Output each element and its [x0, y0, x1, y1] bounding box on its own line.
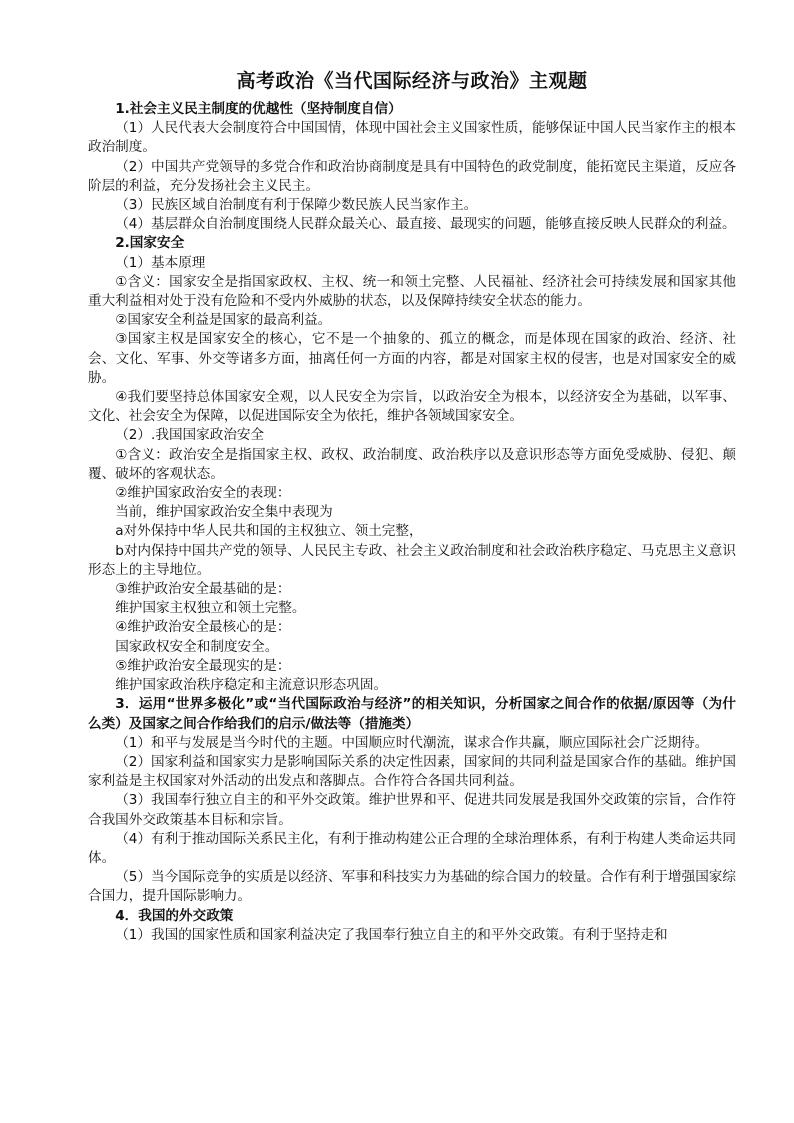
section-heading: 1.社会主义民主制度的优越性（坚持制度自信） [115, 101, 402, 117]
section-heading: 4．我国的外交政策 [115, 907, 234, 924]
paragraph: （4）有利于推动国际关系民主化，有利于推动构建公正合理的全球治理体系，有利于构建人类命运共同体。 [88, 830, 736, 866]
paragraph: （3）民族区域自治制度有利于保障少数民族人民当家作主。 [115, 197, 478, 214]
paragraph: （5）当今国际竞争的实质是以经济、军事和科技实力为基础的综合国力的较量。合作有利于增强国家综合国力，提升国际影响力。 [88, 869, 736, 905]
paragraph: 当前，维护国家政治安全集中表现为 [115, 504, 333, 521]
document-title: 高考政治《当代国际经济与政治》主观题 [236, 70, 588, 92]
paragraph: ③维护政治安全最基础的是： [115, 581, 291, 598]
paragraph: （2）.我国国家政治安全 [115, 427, 265, 444]
paragraph: ⑤维护政治安全最现实的是： [115, 657, 291, 674]
paragraph: ①含义：政治安全是指国家主权、政权、政治制度、政治秩序以及意识形态等方面免受威胁、侵犯、颠覆、破坏的客观状态。 [88, 446, 736, 482]
paragraph: （2）国家利益和国家实力是影响国际关系的决定性因素，国家间的共同利益是国家合作的基础。维护国家利益是主权国家对外活动的出发点和落脚点。合作符合各国共同利益。 [88, 753, 736, 790]
paragraph: ②国家安全利益是国家的最高利益。 [115, 312, 332, 329]
paragraph: （1）我国的国家性质和国家利益决定了我国奉行独立自主的和平外交政策。有利于坚持走和 [115, 926, 668, 943]
paragraph: ④维护政治安全最核心的是： [115, 619, 291, 636]
paragraph: （2）中国共产党领导的多党合作和政治协商制度是具有中国特色的政党制度，能拓宽民主渠道，反应各阶层的利益，充分发扬社会主义民主。 [88, 158, 736, 194]
paragraph: 维护国家主权独立和领土完整。 [115, 600, 306, 617]
paragraph: ③国家主权是国家安全的核心，它不是一个抽象的、孤立的概念，而是体现在国家的政治、经济、社会、文化、军事、外交等诸多方面，抽离任何一方面的内容，都是对国家主权的侵害，也是对国家安全的威胁。 [88, 331, 736, 386]
paragraph: （4）基层群众自治制度围绕人民群众最关心、最直接、最现实的问题，能够直接反映人民群众的利益。 [115, 216, 736, 233]
paragraph: b对内保持中国共产党的领导、人民民主专政、社会主义政治制度和社会政治秩序稳定、马克思主义意识形态上的主导地位。 [88, 542, 736, 578]
section-heading: 2.国家安全 [115, 235, 185, 252]
paragraph: 国家政权安全和制度安全。 [115, 638, 279, 655]
section-heading: 3．运用“世界多极化”或“当代国际政治与经济”的相关知识，分析国家之间合作的依据/原因等（为什么类）及国家之间合作给我们的启示/做法等（措施类） [88, 696, 736, 732]
paragraph: （1）和平与发展是当今时代的主题。中国顺应时代潮流，谋求合作共赢，顺应国际社会广泛期待。 [115, 734, 709, 751]
paragraph: a对外保持中华人民共和国的主权独立、领土完整， [115, 523, 423, 540]
paragraph: ②维护国家政治安全的表现： [115, 485, 291, 502]
paragraph: ④我们要坚持总体国家安全观，以人民安全为宗旨，以政治安全为根本，以经济安全为基础，以军事、文化、社会安全为保障，以促进国际安全为依托，维护各领域国家安全。 [88, 389, 736, 425]
paragraph: （1）人民代表大会制度符合中国国情，体现中国社会主义国家性质，能够保证中国人民当家作主的根本政治制度。 [88, 120, 736, 156]
paragraph: ①含义：国家安全是指国家政权、主权、统一和领土完整、人民福祉、经济社会可持续发展和国家其他重大利益相对处于没有危险和不受内外威胁的状态，以及保障持续安全状态的能力。 [88, 273, 736, 310]
paragraph: （3）我国奉行独立自主的和平外交政策。维护世界和平、促进共同发展是我国外交政策的宗旨，合作符合我国外交政策基本目标和宗旨。 [88, 792, 736, 828]
document-page [88, 68, 736, 945]
paragraph: （1）基本原理 [115, 254, 206, 271]
paragraph: 维护国家政治秩序稳定和主流意识形态巩固。 [115, 677, 388, 694]
